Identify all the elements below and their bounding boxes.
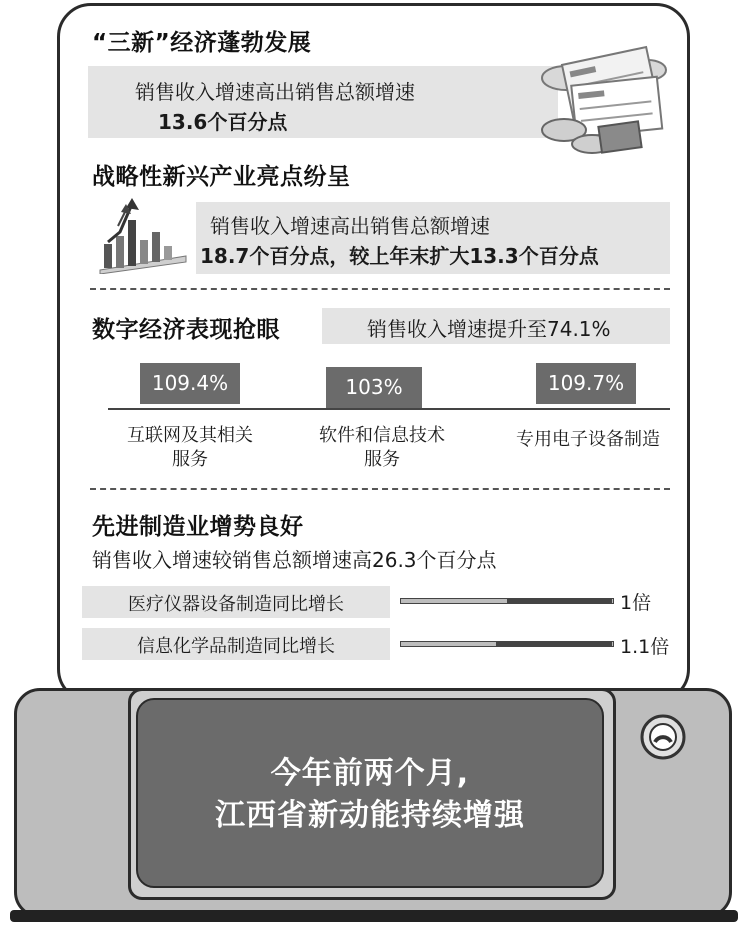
row-label-chemical: 信息化学品制造同比增长 [137, 636, 335, 657]
stand-bottom-edge [10, 910, 738, 922]
section1-line1: 销售收入增速高出销售总额增速 [135, 80, 415, 104]
footer-line2: 江西省新动能持续增强 [215, 798, 525, 833]
section2-title: 战略性新兴产业亮点纷呈 [92, 164, 351, 190]
category-label-electronics [500, 428, 676, 452]
category-label-software [294, 424, 470, 472]
category-label-internet-line2: 服务 [172, 449, 208, 470]
row-value-chemical: 1.1倍 [620, 636, 670, 658]
section3-title: 数字经济表现抢眼 [92, 317, 280, 343]
section4-title: 先进制造业增势良好 [92, 514, 304, 540]
value-block-electronics: 109.7% [536, 363, 636, 404]
growth-arrow-icon [96, 196, 190, 274]
category-label-software-line1: 软件和信息技术 [319, 425, 445, 446]
section2-line2: 18.7个百分点，较上年末扩大13.3个百分点 [200, 244, 599, 268]
divider-1 [90, 288, 670, 290]
value-block-internet: 109.4% [140, 363, 240, 404]
section1-line2: 13.6个百分点 [158, 110, 288, 134]
footer-line1: 今年前两个月, [270, 756, 470, 791]
column-baseline [108, 408, 670, 410]
category-label-internet-line1: 互联网及其相关 [127, 425, 253, 446]
section3-tag: 销售收入增速提升至74.1% [367, 317, 611, 341]
power-button-icon [638, 712, 688, 762]
divider-2 [90, 488, 670, 490]
row-value-medical: 1倍 [620, 592, 652, 614]
bar-fill-medical [507, 598, 612, 604]
category-label-internet [102, 424, 278, 472]
category-label-software-line2: 服务 [364, 449, 400, 470]
money-stack-icon [528, 40, 668, 158]
value-block-software: 103% [326, 367, 422, 408]
category-label-electronics-line1: 专用电子设备制造 [516, 429, 660, 450]
section4-subtitle: 销售收入增速较销售总额增速高26.3个百分点 [92, 548, 497, 572]
section2-line1: 销售收入增速高出销售总额增速 [210, 214, 490, 238]
row-label-medical: 医疗仪器设备制造同比增长 [128, 594, 344, 615]
section1-title: “三新”经济蓬勃发展 [92, 30, 312, 56]
bar-fill-chemical [496, 641, 612, 647]
